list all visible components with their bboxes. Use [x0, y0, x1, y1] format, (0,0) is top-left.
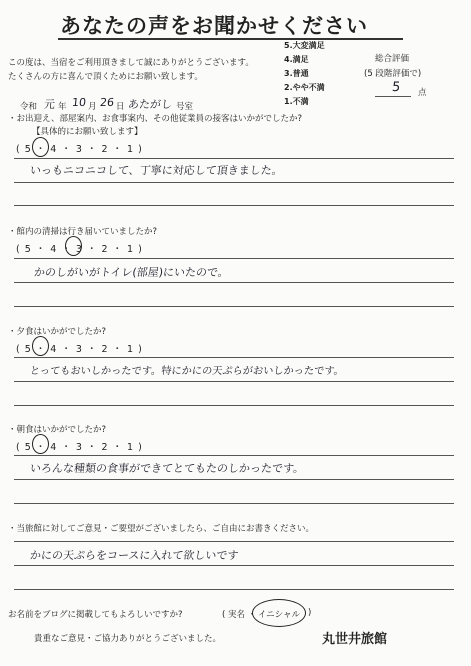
question-1-prompt: ・お出迎え、部屋案内、お食事案内、その他従業員の接客はいかがでしたか? [8, 114, 303, 124]
legend-item-1: 1.不満 [284, 97, 309, 106]
answer-line [14, 381, 454, 382]
answer-line [14, 589, 454, 590]
answer-line [14, 405, 454, 406]
answer-line [14, 455, 454, 456]
initial-option: イニシャル [258, 610, 300, 620]
question-2-prompt: ・館内の清掃は行き届いていましたか? [8, 227, 158, 237]
question-4-prompt: ・朝食はいかがでしたか? [8, 425, 107, 435]
era-label: 令和 [20, 102, 38, 112]
overall-value: 5 [391, 80, 402, 95]
answer-line [14, 258, 454, 259]
overall-label: 総合評価 [375, 54, 410, 64]
answer-line [14, 306, 454, 307]
title-underline [58, 38, 403, 40]
stay-month: 10 [71, 96, 87, 109]
month-label: 月 [88, 102, 97, 112]
legend-item-5: 5.大変満足 [284, 41, 325, 50]
question-4-selection-circle [32, 434, 49, 454]
name-option-label: ( 実名 ・ [222, 610, 257, 620]
question-1-scale: ( 5 ・ 4 ・ 3 ・ 2 ・ 1 ) [16, 144, 143, 155]
stay-room: あたがし [127, 98, 173, 111]
question-4-scale: ( 5 ・ 4 ・ 3 ・ 2 ・ 1 ) [16, 442, 143, 453]
blog-question: お名前をブログに掲載してもよろしいですか? [8, 610, 183, 620]
legend-item-4: 4.満足 [284, 55, 309, 64]
page-title: あなたの声をお聞かせください [60, 14, 368, 38]
initial-selection-circle [252, 599, 306, 627]
question-1-selection-circle [32, 137, 49, 157]
question-5-answer: かにの天ぷらをコースに入れて欲しいです [29, 549, 240, 562]
year-label: 年 [58, 102, 67, 112]
overall-underline [375, 96, 411, 97]
answer-line [14, 565, 454, 566]
answer-line [14, 357, 454, 358]
intro-line-1: この度は、当宿をご利用頂きまして誠にありがとうございます。 [8, 58, 254, 68]
inn-name: 丸世井旅館 [322, 632, 388, 647]
question-3-answer: とってもおいしかったです。特にかにの天ぷらがおいしかったです。 [29, 366, 345, 377]
stay-day: 26 [99, 96, 115, 109]
legend-item-2: 2.やや不満 [284, 83, 325, 92]
question-3-scale: ( 5 ・ 4 ・ 3 ・ 2 ・ 1 ) [16, 344, 143, 355]
answer-line [14, 541, 454, 542]
answer-line [14, 479, 454, 480]
day-label: 日 [116, 102, 125, 112]
question-3-prompt: ・夕食はいかがでしたか? [8, 327, 107, 337]
answer-line [14, 205, 454, 206]
room-label: 号室 [176, 102, 194, 112]
question-1-answer: いっもニコニコして、丁寧に対応して頂きました。 [29, 164, 284, 177]
overall-sublabel: (5 段階評価で) [364, 69, 422, 79]
question-1-subprompt: 【具体的にお願い致します】 [32, 127, 143, 137]
question-2-selection-circle [65, 236, 82, 256]
legend-item-3: 3.普通 [284, 69, 309, 78]
question-2-answer: かのしがいがトイレ(部屋)にいたので。 [33, 266, 230, 279]
answer-line [14, 503, 454, 504]
question-2-scale: ( 5 ・ 4 ・ 3 ・ 2 ・ 1 ) [16, 244, 143, 255]
question-3-selection-circle [32, 336, 49, 356]
overall-unit: 点 [418, 88, 427, 98]
thanks-message: 貴重なご意見・ご協力ありがとうございました。 [34, 634, 222, 644]
answer-line [14, 158, 454, 159]
answer-line [14, 282, 454, 283]
name-option-close: ) [308, 608, 312, 618]
question-4-answer: いろんな種類の食事ができてとてもたのしかったです。 [29, 462, 305, 475]
question-5-prompt: ・当旅館に対してご意見・ご要望がございましたら、ご自由にお書きください。 [8, 524, 315, 534]
stay-year: 元 [43, 98, 56, 111]
intro-line-2: たくさんの方に喜んで頂くためにお願い致します。 [8, 72, 203, 82]
answer-line [14, 182, 454, 183]
